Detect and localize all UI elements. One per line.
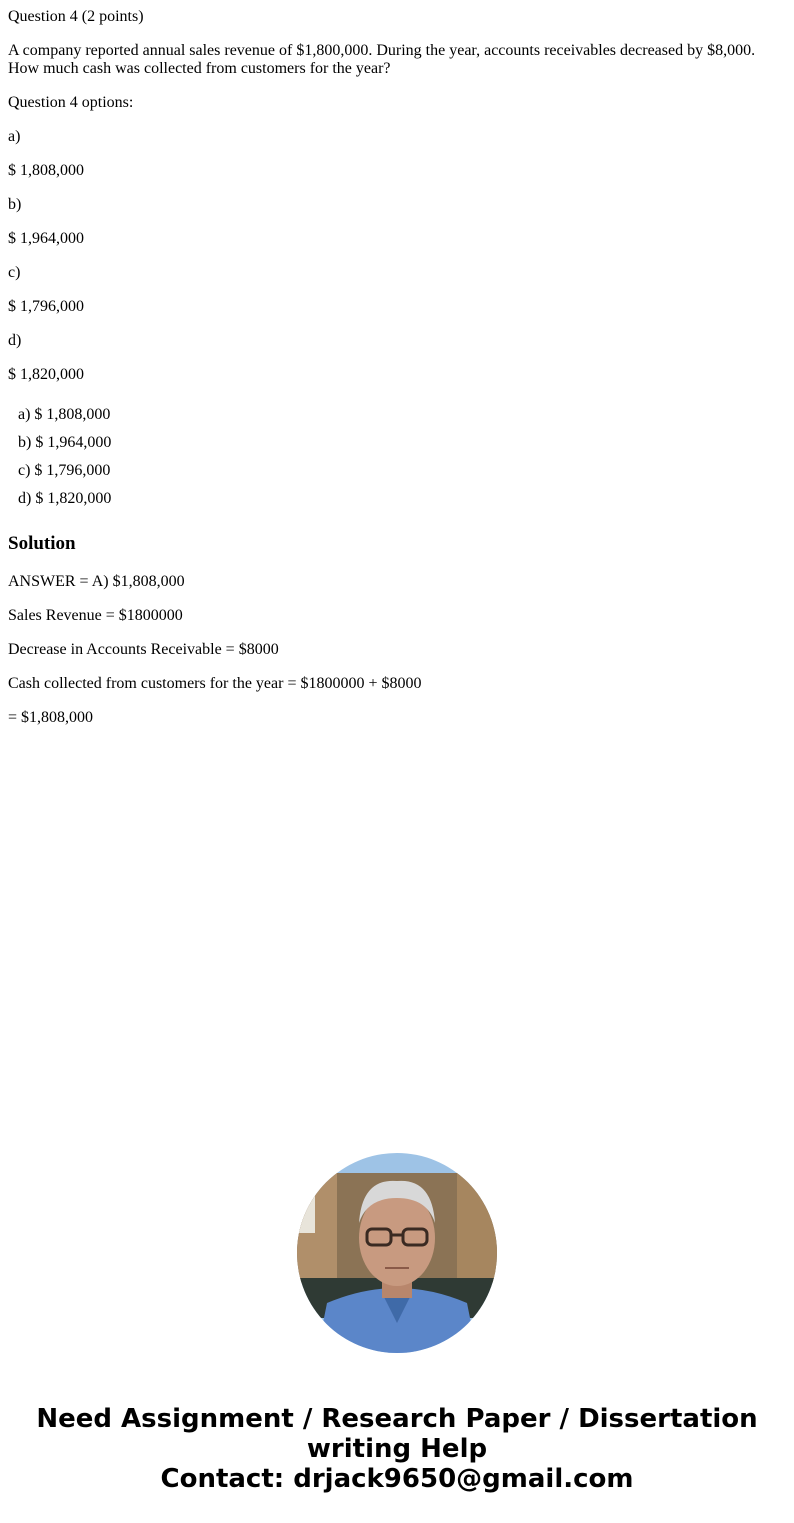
option-a-letter: a) (8, 128, 21, 145)
question-title: Question 4 (2 points) (8, 8, 144, 25)
promo-line: Need Assignment / Research Paper / Dissertation (36, 1404, 758, 1434)
option-d-letter: d) (8, 332, 22, 349)
option-b-letter: b) (8, 196, 22, 213)
promo-line: writing Help (306, 1434, 488, 1464)
option-c-value: $ 1,796,000 (8, 298, 84, 315)
list-item: a) $ 1,808,000 (18, 406, 111, 423)
question-text: A company reported annual sales revenue of $1,800,000. During the year, accounts receivables decreased by $8,000. How much cash was collected from customers for the year? (8, 42, 756, 77)
promo-banner (0, 1404, 794, 1494)
list-item: b) $ 1,964,000 (18, 434, 112, 451)
solution-line: Cash collected from customers for the year = $1800000 + $8000 (8, 675, 422, 692)
list-item: c) $ 1,796,000 (18, 462, 111, 479)
option-d-value: $ 1,820,000 (8, 366, 84, 383)
avatar-portrait-image (297, 1153, 497, 1353)
avatar (297, 1153, 497, 1353)
option-c-letter: c) (8, 264, 21, 281)
list-item: d) $ 1,820,000 (18, 490, 112, 507)
solution-heading: Solution (8, 533, 76, 554)
option-a-value: $ 1,808,000 (8, 162, 84, 179)
options-label: Question 4 options: (8, 94, 134, 111)
solution-result: = $1,808,000 (8, 709, 94, 726)
solution-line: Sales Revenue = $1800000 (8, 607, 183, 624)
option-summary-list (18, 406, 111, 518)
solution-line: Decrease in Accounts Receivable = $8000 (8, 641, 279, 658)
option-b-value: $ 1,964,000 (8, 230, 84, 247)
solution-answer: ANSWER = A) $1,808,000 (8, 573, 185, 590)
contact-email: Contact: drjack9650@gmail.com (160, 1464, 634, 1494)
